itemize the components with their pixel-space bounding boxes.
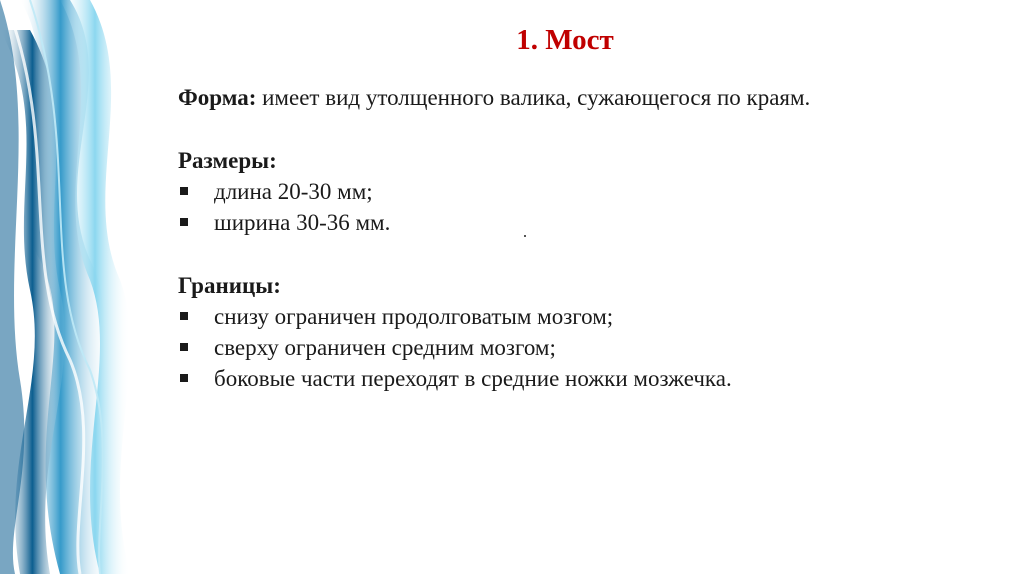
slide-title: 1. Мост — [516, 24, 614, 56]
list-item-text: снизу ограничен продолговатым мозгом; — [214, 304, 614, 329]
list-item — [178, 363, 938, 394]
stray-dot — [524, 235, 526, 237]
sizes-list — [178, 176, 938, 238]
sizes-heading: Размеры: — [178, 148, 277, 173]
shape-text: имеет вид утолщенного валика, сужающегося по краям. — [256, 85, 811, 110]
spacer — [178, 113, 938, 145]
list-item-text: боковые части переходят в средние ножки мозжечка. — [214, 366, 732, 391]
list-item-text: ширина 30-36 мм. — [214, 210, 391, 235]
square-bullet-icon — [180, 312, 188, 320]
square-bullet-icon — [180, 343, 188, 351]
square-bullet-icon — [180, 374, 188, 382]
spacer — [178, 238, 938, 270]
borders-list — [178, 301, 938, 394]
shape-label: Форма: — [178, 85, 257, 110]
decorative-blue-waves — [0, 0, 160, 574]
square-bullet-icon — [180, 187, 188, 195]
list-item — [178, 207, 938, 238]
list-item — [178, 332, 938, 363]
list-item-text: длина 20-30 мм; — [214, 179, 373, 204]
slide-content — [178, 82, 938, 394]
square-bullet-icon — [180, 218, 188, 226]
list-item-text: сверху ограничен средним мозгом; — [214, 335, 556, 360]
list-item — [178, 176, 938, 207]
shape-paragraph — [178, 82, 938, 113]
borders-heading: Границы: — [178, 273, 281, 298]
list-item — [178, 301, 938, 332]
